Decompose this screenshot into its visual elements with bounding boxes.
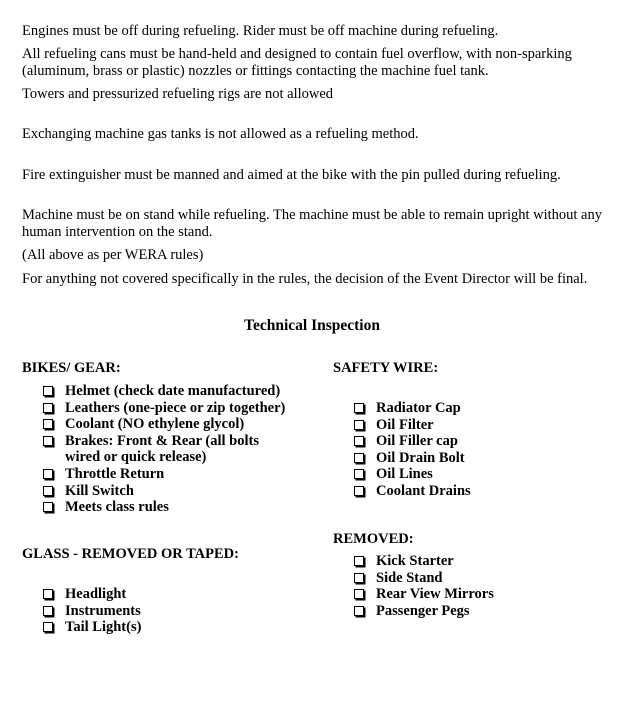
checkbox-icon xyxy=(43,403,53,413)
rule-fire-extinguisher: Fire extinguisher must be manned and aimed at the bike with the pin pulled during refueling. xyxy=(22,167,561,183)
checklist-item: Oil Drain Bolt xyxy=(354,450,574,467)
checklist-item: Rear View Mirrors xyxy=(354,586,574,603)
checklist-item: Oil Filler cap xyxy=(354,433,574,450)
checkbox-icon xyxy=(354,486,364,496)
checkbox-icon xyxy=(43,469,53,479)
checkbox-icon xyxy=(43,436,53,446)
safety-wire-checklist xyxy=(354,400,574,500)
checklist-item: Radiator Cap xyxy=(354,400,574,417)
checklist-item: Passenger Pegs xyxy=(354,603,574,620)
checkbox-icon xyxy=(354,606,364,616)
checkbox-icon xyxy=(354,556,364,566)
checkbox-icon xyxy=(354,573,364,583)
checkbox-icon xyxy=(43,419,53,429)
bikes-gear-heading: BIKES/ GEAR: xyxy=(22,360,121,376)
rule-event-director: For anything not covered specifically in the rules, the decision of the Event Director will be final. xyxy=(22,271,588,287)
checklist-item: Coolant Drains xyxy=(354,483,574,500)
checkbox-icon xyxy=(354,453,364,463)
checkbox-icon xyxy=(43,502,53,512)
glass-heading: GLASS - REMOVED OR TAPED: xyxy=(22,546,239,562)
checklist-item: Brakes: Front & Rear (all bolts wired or quick release) xyxy=(43,433,280,466)
checkbox-icon xyxy=(43,622,53,632)
checklist-item: Kill Switch xyxy=(43,483,303,500)
checkbox-icon xyxy=(354,403,364,413)
checkbox-icon xyxy=(354,469,364,479)
checkbox-icon xyxy=(43,386,53,396)
checklist-item: Oil Filter xyxy=(354,417,574,434)
safety-wire-heading: SAFETY WIRE: xyxy=(333,360,439,376)
checklist-item: Oil Lines xyxy=(354,466,574,483)
removed-checklist xyxy=(354,553,574,619)
checklist-item: Throttle Return xyxy=(43,466,303,483)
removed-heading: REMOVED: xyxy=(333,531,414,547)
rule-engines-off: Engines must be off during refueling. Rider must be off machine during refueling. xyxy=(22,23,499,39)
bikes-gear-checklist xyxy=(43,383,303,516)
glass-checklist xyxy=(43,586,243,636)
rule-wera-note: (All above as per WERA rules) xyxy=(22,247,204,263)
checklist-item: Helmet (check date manufactured) xyxy=(43,383,303,400)
section-title: Technical Inspection xyxy=(244,317,380,334)
checklist-item: Instruments xyxy=(43,603,243,620)
checkbox-icon xyxy=(354,589,364,599)
checklist-item: Leathers (one-piece or zip together) xyxy=(43,400,303,417)
checkbox-icon xyxy=(43,486,53,496)
checklist-item: Headlight xyxy=(43,586,243,603)
checklist-item: Side Stand xyxy=(354,570,574,587)
rule-refueling-cans: All refueling cans must be hand-held and designed to contain fuel overflow, with non-sparking (aluminum, brass or plastic) nozzles or fittings contacting the machine fuel tank. xyxy=(22,46,572,79)
checklist-item: Kick Starter xyxy=(354,553,574,570)
rule-gas-tanks: Exchanging machine gas tanks is not allowed as a refueling method. xyxy=(22,126,419,142)
checklist-item: Meets class rules xyxy=(43,499,303,516)
checkbox-icon xyxy=(354,420,364,430)
rule-towers-rigs: Towers and pressurized refueling rigs are not allowed xyxy=(22,86,334,102)
checkbox-icon xyxy=(43,606,53,616)
checkbox-icon xyxy=(43,589,53,599)
checklist-item: Coolant (NO ethylene glycol) xyxy=(43,416,303,433)
checklist-item: Tail Light(s) xyxy=(43,619,243,636)
rule-machine-on-stand: Machine must be on stand while refueling. The machine must be able to remain upright without any human intervention on the stand. xyxy=(22,207,602,240)
checkbox-icon xyxy=(354,436,364,446)
